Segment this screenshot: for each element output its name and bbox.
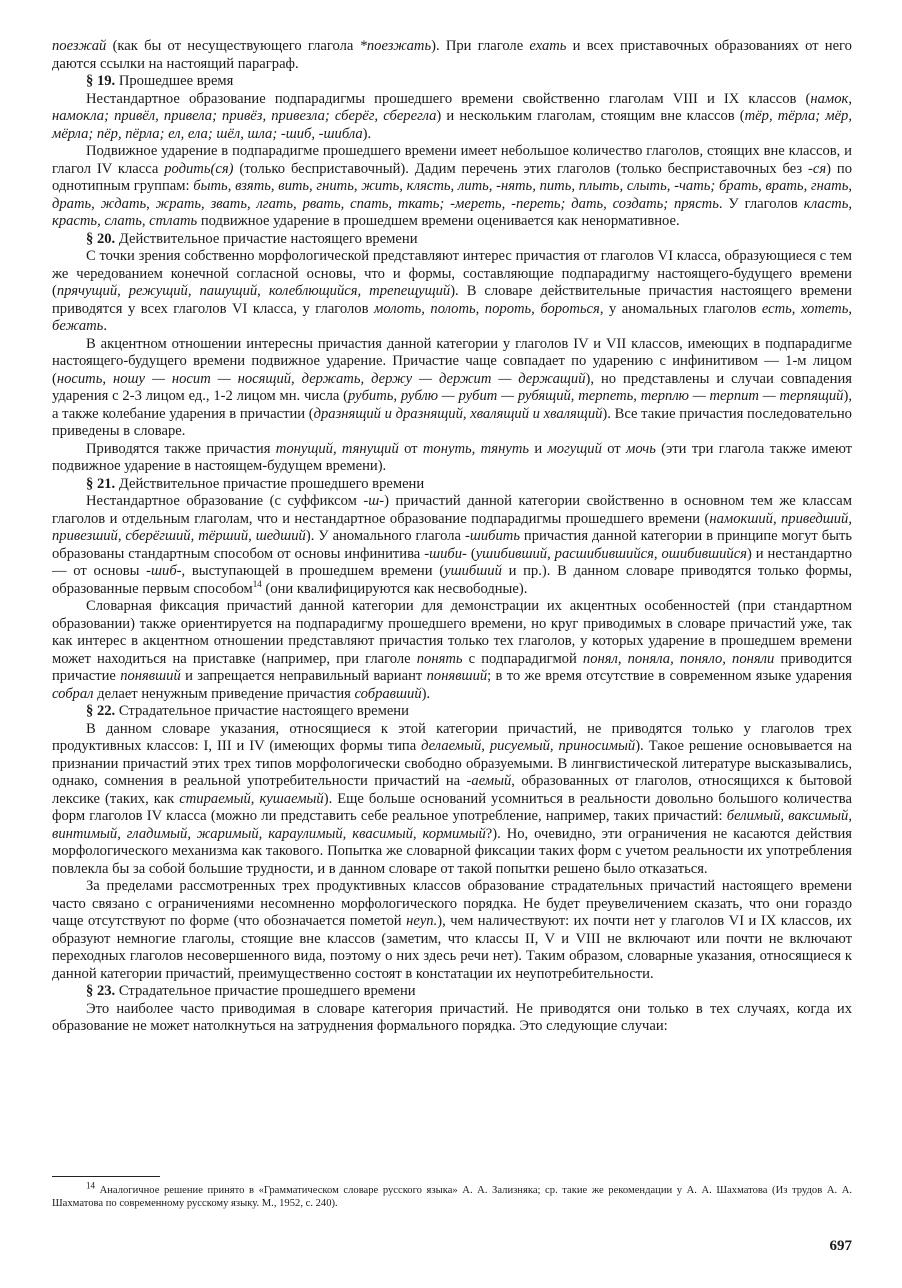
text-run: Приводятся также причастия xyxy=(86,440,276,457)
text-run: от xyxy=(601,440,627,457)
section-heading xyxy=(52,983,852,1001)
italic-example: -ся xyxy=(808,160,827,177)
section-title: Прошедшее время xyxy=(118,73,234,89)
section-heading xyxy=(52,231,852,249)
italic-example: -аемый xyxy=(466,773,512,789)
text-run: ). Еще больше оснований усомниться в реальности довольно большого количества форм глаголов IV класса (можно ли представить себе реальное употребление, например, таких причастий: xyxy=(52,790,852,824)
text-run: делает ненужным приведение причастия xyxy=(93,685,355,702)
section-heading xyxy=(52,703,852,721)
italic-example: быть, взять, вить, гнить, жить, клясть, лить, -нять, пить, плыть, слыть, -чать; брать, врать, гнать, драть, ждать, жрать, звать, лгать, рвать, спать, ткать; -мереть, -переть; дать, создать; прясть xyxy=(52,178,852,212)
text-run: (эти три глагола также имеют подвижное ударение в настоящем-будущем времени). xyxy=(52,440,853,474)
text-run: ?). Но, очевидно, эти ограничения не касаются действия морфологического механизма как такового. Попытка же словарной фиксации таких форм с учетом реальности их употребления повлекла бы за собой большие трудности, и в данном словаре от такой попытки решено было отказаться. xyxy=(52,825,853,877)
italic-example: намок, намокла; привёл, привела; привёз, привезла; сберёг, сберегла xyxy=(52,90,852,124)
italic-example: *поезжать xyxy=(359,38,432,54)
italic-example: рубить, рублю — рубит — рубящий, терпеть, терплю — терпит — терпящий xyxy=(348,388,844,404)
text-run: ), но представлены и случаи совпадения ударения с 2-3 лицом ед., 1-2 лицом мн. числа ( xyxy=(52,370,852,404)
text-run: и пр.). В данном словаре приводятся только формы, образованные первым способом xyxy=(52,563,852,597)
section-number: § 19. xyxy=(86,73,116,89)
italic-example: собравший xyxy=(354,685,422,702)
footnote-mark: 14 xyxy=(86,1180,95,1191)
text-run: приводится причастие xyxy=(52,650,853,684)
text-run: с подпарадигмой xyxy=(462,650,583,667)
text-run: подвижное ударение в прошедшем времени оценивается как ненормативное. xyxy=(197,213,680,229)
text-run: Это наиболее часто приводимая в словаре категория причастий. Не приводятся они только в тех случаях, когда их образование не может натолкнуться на затруднения формального порядка. Это следующие случаи: xyxy=(52,1000,852,1034)
text-run: В акцентном отношении интересны причастия данной категории у глаголов IV и VII классов, имеющих в подпарадигме настоящего-будущего времени подвижное ударение. Причастие чаще совпадает по ударению с инфинитивом — 1-м лицом ( xyxy=(52,335,852,387)
text-run: ). При глаголе xyxy=(431,38,530,54)
text-run: ). В словаре действительные причастия настоящего времени приводятся у всех глаголов VI класса, у глаголов xyxy=(52,283,852,317)
italic-example: делаемый, рисуемый, приносимый xyxy=(421,738,636,754)
italic-example: мочь xyxy=(626,440,656,457)
text-run: причастия данной категории в принципе могут быть образованы стандартным способом от основы инфинитива xyxy=(52,528,853,562)
section-title: Действительное причастие настоящего времени xyxy=(118,230,418,247)
italic-example: понял, поняла, поняло, поняли xyxy=(582,650,775,667)
section-number: § 23. xyxy=(86,983,116,999)
paragraph xyxy=(52,598,852,703)
italic-example: прячущий, режущий, пашущий, колеблющийся, трепещущий xyxy=(56,283,451,299)
italic-example: белимый, ваксимый, винтимый, гладимый, жаримый, караулимый, квасимый, кормимый xyxy=(52,808,852,842)
text-run: ) и нескольким глаголам, стоящим вне классов ( xyxy=(436,108,745,124)
paragraph xyxy=(52,493,852,598)
italic-example: -шибить xyxy=(464,528,520,544)
paragraph xyxy=(52,143,852,231)
section-title: Действительное причастие прошедшего времени xyxy=(118,475,425,492)
text-run: и всех приставочных образованиях от него даются ссылки на настоящий параграф. xyxy=(52,38,852,72)
text-run: ) и нестандартно — от основы xyxy=(52,545,852,579)
paragraph xyxy=(52,721,852,879)
text-run: от xyxy=(398,440,423,457)
italic-example: -шиби- xyxy=(424,545,467,562)
text-run: , у аномальных глаголов xyxy=(599,300,762,317)
italic-example: тёр, тёрла; мёр, мёрла; пёр, пёрла; ел, ела; шёл, шла; -шиб, -шибла xyxy=(52,108,853,142)
section-title: Страдательное причастие настоящего времени xyxy=(118,703,409,719)
paragraph xyxy=(52,1001,852,1036)
italic-example: поезжай xyxy=(52,38,107,54)
section-title: Страдательное причастие прошедшего времени xyxy=(118,983,416,999)
paragraph xyxy=(52,248,852,336)
italic-example: молоть, полоть, пороть, бороться xyxy=(374,300,600,317)
italic-example: тонуть, тянуть xyxy=(422,440,529,457)
section-number: § 20. xyxy=(86,230,116,247)
italic-example: стираемый, кушаемый xyxy=(179,790,324,807)
text-run: ). Такое решение основывается на признании причастий этих трех типов морфологически свободно образуемыми. В лингвистической литературе высказывались, однако, сомнения в реальной употребительности причастий на xyxy=(52,738,853,789)
italic-example: могущий xyxy=(547,440,602,457)
italic-example: намокший, приведший, привезший, сберёгший, тёрший, шедший xyxy=(52,510,852,544)
italic-example: ехать xyxy=(529,38,567,54)
paragraph xyxy=(52,38,852,73)
italic-example: есть, хотеть, бежать xyxy=(52,300,853,334)
italic-example: дразнящий и дразнящий, хвалящий и хвалящий xyxy=(313,405,603,422)
text-run: Словарная фиксация причастий данной категории для демонстрации их акцентных особенностей (при стандартном образовании) также ориентируется на подпарадигму прошедшего времени, но круг приводимых в словаре причастий уже, так как интерес в акцентном отношении представляют причастия только тех глаголов, у которых ударение в прошедшем времени может находиться на приставке (например, при глаголе xyxy=(52,598,852,667)
text-run: ). xyxy=(421,685,431,702)
text-run: Нестандартное образование (с суффиксом xyxy=(86,493,364,509)
italic-example: родить(ся) xyxy=(164,160,234,177)
text-run: С точки зрения собственно морфологической представляют интерес причастия от глаголов VI класса, образующиеся с тем же чередованием конечной согласной основы, что и формы, составляющие подпарадигму настоящего-будущего времени ( xyxy=(52,248,852,299)
paragraph xyxy=(52,336,852,441)
text-run: . У глаголов xyxy=(718,195,804,212)
body-text xyxy=(52,38,852,1036)
paragraph xyxy=(52,441,852,476)
text-run: ). У аномального глагола xyxy=(305,528,465,544)
text-run: ; в то же время отсутствие в современном языке ударения xyxy=(487,668,852,684)
italic-example: понявший xyxy=(426,668,488,684)
italic-example: тонущий, тянущий xyxy=(275,440,399,457)
italic-example: понять xyxy=(416,650,463,667)
text-run: . xyxy=(103,318,107,334)
text-run: (только бесприставочный). Дадим перечень этих глаголов (только бесприставочных без xyxy=(233,160,809,177)
footnote-text: Аналогичное решение принято в «Грамматическом словаре русского языка» А. А. Зализняка; ср. такие же рекомендации у А. А. Шахматова (Из трудов А. А. Шахматова по современному русскому языку. М., 1952, с. 240). xyxy=(52,1185,852,1209)
text-run: и xyxy=(529,440,548,457)
footnote-divider xyxy=(52,1176,160,1177)
text-run: ( xyxy=(466,545,476,562)
section-number: § 21. xyxy=(86,475,116,492)
text-run: (они квалифицируются как несвободные). xyxy=(261,580,528,597)
text-run: В данном словаре указания, относящиеся к этой категории причастий, не приводятся только у глаголов трех продуктивных классов: I, III и IV (имеющих формы типа xyxy=(52,720,852,754)
italic-example: неуп. xyxy=(406,913,438,929)
text-run: ) причастий данной категории свойственно в основном тем же классам глаголов и отдельным глаголам, что и нестандартное образование подпарадигмы прошедшего времени ( xyxy=(52,493,852,527)
footnote xyxy=(52,1180,852,1210)
text-run: ), а также колебание ударения в причастии ( xyxy=(52,388,852,422)
page-number: 697 xyxy=(829,1238,852,1254)
italic-example: -ш- xyxy=(363,493,385,509)
italic-example: понявший xyxy=(120,668,181,684)
section-number: § 22. xyxy=(86,703,116,719)
italic-example: ушибший xyxy=(444,563,502,579)
text-run: и запрещается неправильный вариант xyxy=(180,668,427,684)
text-run: ), чем наличествуют: их почти нет у глаголов VI и IX классов, их образуют немногие глаголы, стоящие вне классов (заметим, что классы II, V и VIII не включают или почти не включают переходных глаголов несовершенного вида, поэтому о них здесь речи нет). Таким образом, словарные указания, относящиеся к данной категории причастий, преимущественно состоят в констатации их неупотребительности. xyxy=(52,913,852,982)
section-heading xyxy=(52,476,852,494)
footnote-reference: 14 xyxy=(252,578,262,589)
text-run: ). xyxy=(362,125,372,142)
section-heading xyxy=(52,73,852,91)
text-run: , образованных от глаголов, относящихся к бытовой лексике (таких, как xyxy=(52,773,852,807)
italic-example: ушибивший, расшибившийся, ошибившийся xyxy=(475,545,747,562)
paragraph xyxy=(52,91,852,144)
text-run: За пределами рассмотренных трех продуктивных классов образование страдательных причастий настоящего времени часто связано с ограничениями несомненно морфологического порядка. Не будет преувеличением сказать, что они гораздо чаще отсутствуют по форме (что обозначается пометой xyxy=(52,878,852,929)
italic-example: -шиб- xyxy=(146,563,182,579)
text-run: Подвижное ударение в подпарадигме прошедшего времени имеет небольшое количество глаголов, стоящих вне классов, и глагол IV класса xyxy=(52,143,852,177)
paragraph xyxy=(52,878,852,983)
text-run: , выступающей в прошедшем времени ( xyxy=(181,563,445,579)
text-run: ). Все такие причастия последовательно приведены в словаре. xyxy=(52,405,852,439)
text-run: (как бы от несуществующего глагола xyxy=(106,38,360,54)
italic-example: носить, ношу — носит — носящий, держать, держу — держит — держащий xyxy=(56,370,586,387)
text-run: ) по однотипным группам: xyxy=(52,160,852,194)
italic-example: класть, красть, слать, стлать xyxy=(52,195,852,229)
text-run: Нестандартное образование подпарадигмы прошедшего времени свойственно глаголам VIII и IX классов ( xyxy=(86,90,811,107)
italic-example: собрал xyxy=(52,685,94,702)
